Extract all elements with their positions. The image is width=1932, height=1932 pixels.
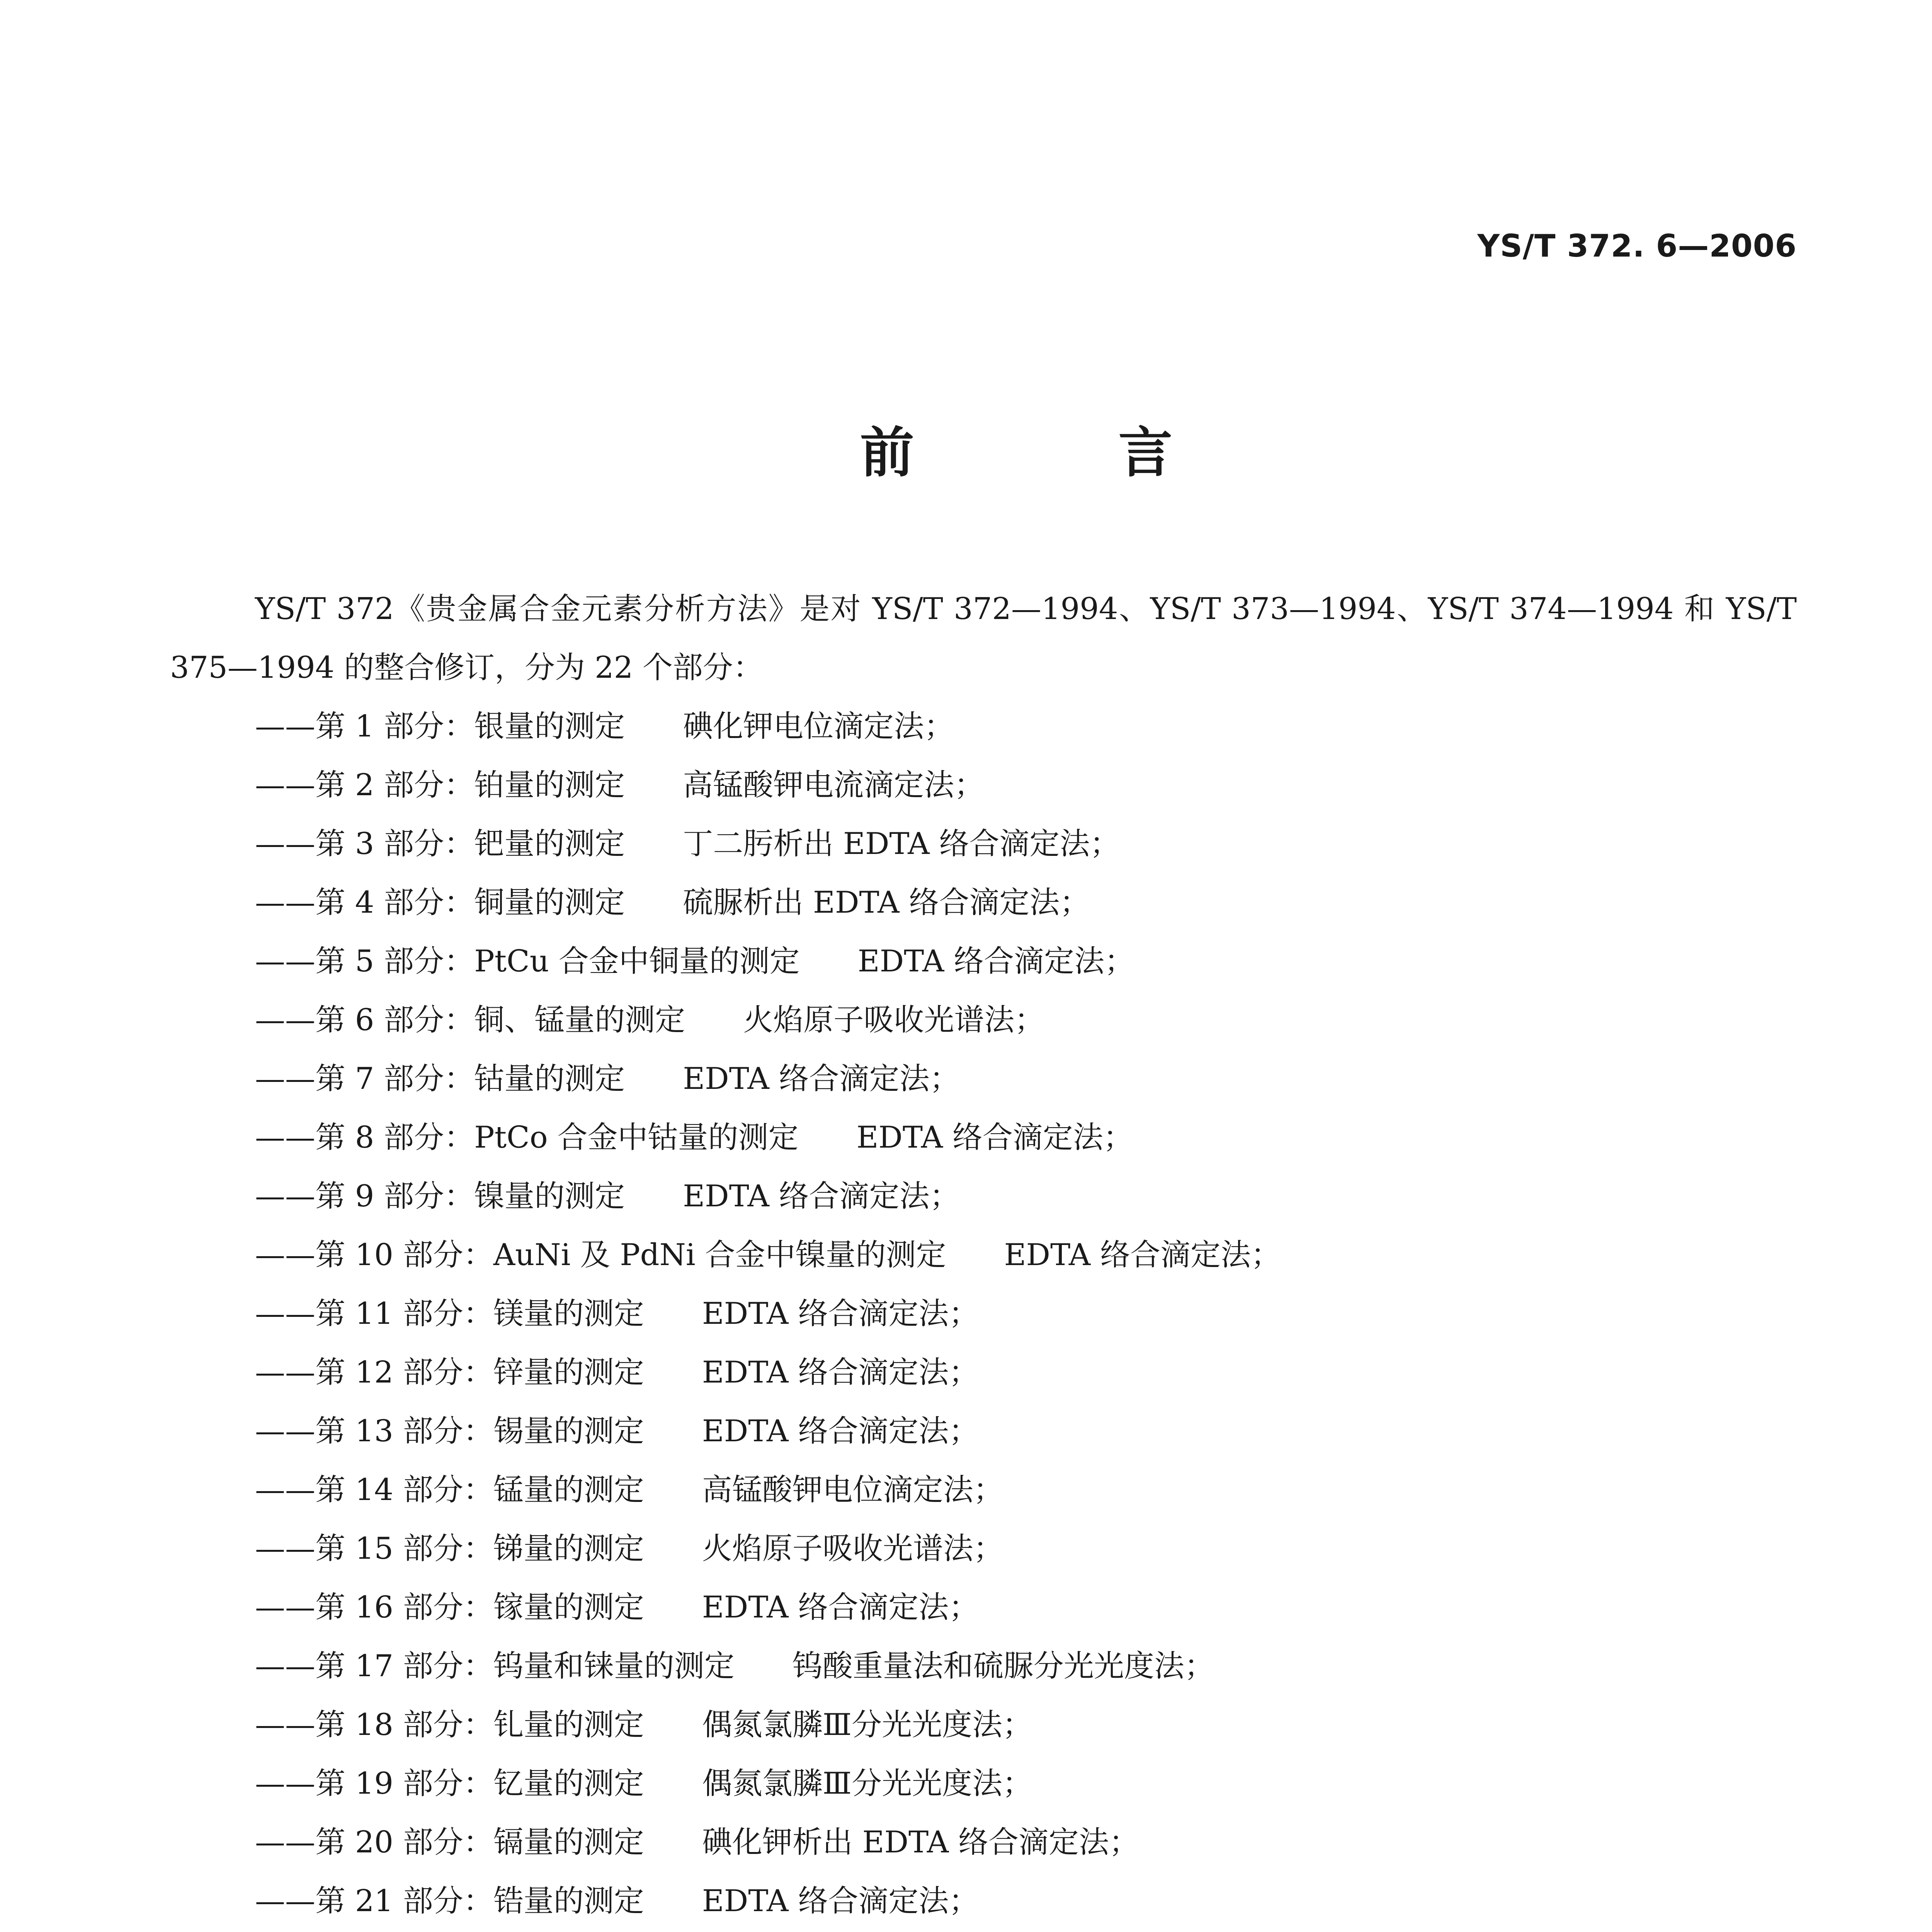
list-item: ——第 17 部分：钨量和铼量的测定 钨酸重量法和硫脲分光光度法； — [255, 1649, 1214, 1684]
list-item: ——第 11 部分：镁量的测定 EDTA 络合滴定法； — [255, 1296, 979, 1331]
standard-code: YS/T 372. 6—2006 — [1477, 228, 1797, 264]
list-item: ——第 4 部分：铜量的测定 硫脲析出 EDTA 络合滴定法； — [255, 885, 1090, 920]
list-item: ——第 15 部分：锑量的测定 火焰原子吸收光谱法； — [255, 1531, 1003, 1566]
list-item: ——第 19 部分：钇量的测定 偶氮氯膦Ⅲ分光光度法； — [255, 1766, 1033, 1801]
list-item: ——第 2 部分：铂量的测定 高锰酸钾电流滴定法； — [255, 768, 985, 803]
list-item: ——第 20 部分：镉量的测定 碘化钾析出 EDTA 络合滴定法； — [255, 1825, 1139, 1860]
list-item: ——第 8 部分：PtCo 合金中钴量的测定 EDTA 络合滴定法； — [255, 1120, 1133, 1155]
intro-paragraph: YS/T 372《贵金属合金元素分析方法》是对 YS/T 372—1994、YS/T 373—1994、YS/T 374—1994 和 YS/T 375—1994 的整合修订，分为 22 个部分： — [170, 592, 1797, 685]
list-item: ——第 14 部分：锰量的测定 高锰酸钾电位滴定法； — [255, 1473, 1003, 1507]
list-item: ——第 6 部分：铜、锰量的测定 火焰原子吸收光谱法； — [255, 1003, 1045, 1037]
list-item: ——第 1 部分：银量的测定 碘化钾电位滴定法； — [255, 709, 954, 744]
list-item: ——第 3 部分：钯量的测定 丁二肟析出 EDTA 络合滴定法； — [255, 827, 1120, 861]
list-item — [170, 1930, 1797, 1932]
list-item: ——第 18 部分：钆量的测定 偶氮氯膦Ⅲ分光光度法； — [255, 1708, 1033, 1742]
list-item: ——第 9 部分：镍量的测定 EDTA 络合滴定法； — [255, 1179, 960, 1214]
list-item: ——第 13 部分：锡量的测定 EDTA 络合滴定法； — [255, 1414, 979, 1449]
list-item: ——第 12 部分：锌量的测定 EDTA 络合滴定法； — [255, 1355, 979, 1390]
page-title: 前 言 — [860, 422, 1265, 485]
list-item: ——第 5 部分：PtCu 合金中铜量的测定 EDTA 络合滴定法； — [255, 944, 1135, 979]
list-item: ——第 21 部分：锆量的测定 EDTA 络合滴定法； — [255, 1884, 979, 1918]
list-item: ——第 16 部分：镓量的测定 EDTA 络合滴定法； — [255, 1590, 979, 1625]
list-item: ——第 10 部分：AuNi 及 PdNi 合金中镍量的测定 EDTA 络合滴定法； — [255, 1238, 1281, 1272]
document-body — [170, 580, 1797, 1932]
list-item: ——第 7 部分：钴量的测定 EDTA 络合滴定法； — [255, 1061, 960, 1096]
parts-list — [170, 697, 1797, 1932]
